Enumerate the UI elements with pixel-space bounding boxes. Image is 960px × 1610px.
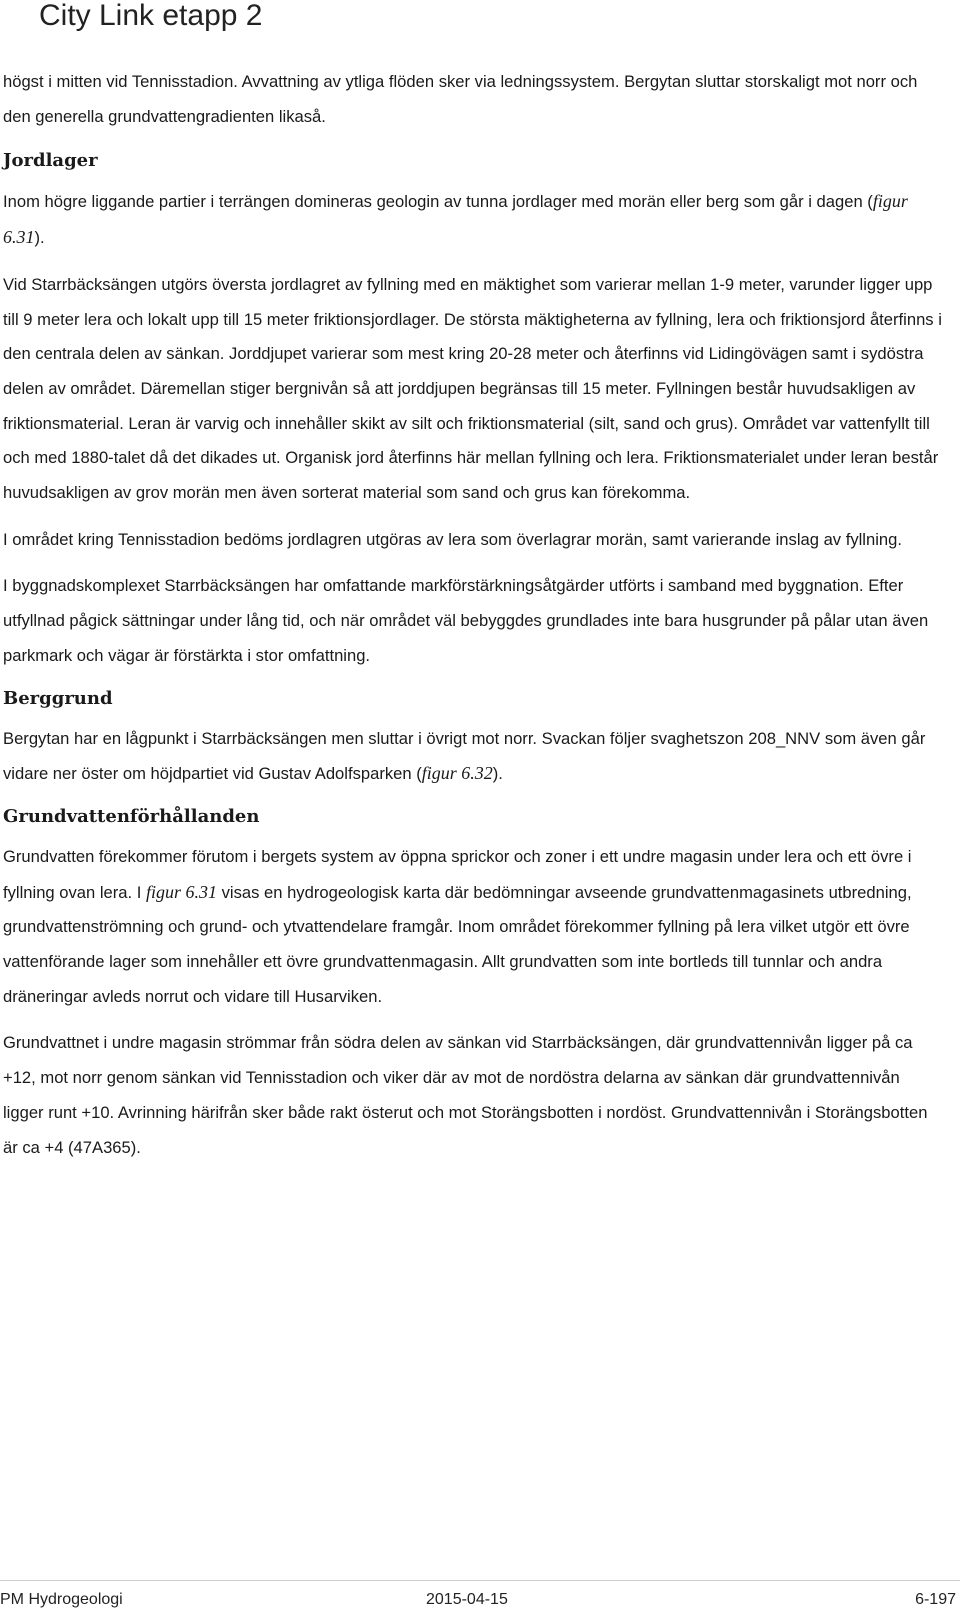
footer-page-number: 6-197 (915, 1591, 956, 1608)
berggrund-p1-end: ). (492, 764, 503, 784)
figure-reference: figur 6.31 (145, 881, 217, 902)
jordlager-paragraph-3: I området kring Tennisstadion bedöms jordlagren utgöras av lera som överlagrar morän, samt varierande inslag av fyllning. (3, 529, 902, 549)
footer-divider (0, 1580, 960, 1581)
heading-grundvatten: Grundvattenförhållanden (3, 805, 260, 827)
berggrund-paragraph (3, 722, 943, 792)
grundvatten-p1-text: Grundvatten förekommer förutom i bergets system av öppna sprickor och zoner i ett undre magasin under lera och ett övre i fyllning ovan lera. I (3, 846, 912, 902)
jordlager-p1-text: Inom högre liggande partier i terrängen domineras geologin av tunna jordlager med morän eller berg som går i dagen ( (3, 192, 873, 212)
heading-jordlager: Jordlager (3, 150, 98, 172)
jordlager-paragraph-2: Vid Starrbäcksängen utgörs översta jordlagret av fyllning med en mäktighet som varierar mellan 1-9 meter, varunder ligger upp till 9 meter lera och lokalt upp till 15 meter friktionsjordlager. De största mäktigheterna av fyllning, lera och friktionsjord återfinns i den centrala delen av sänkan. Jorddjupet varierar som mest kring 20-28 meter och återfinns vid Lidingövägen samt i sydöstra delen av området. Däremellan stiger bergnivån så att jorddjupen begränsas till 15 meter. Fyllningen består huvudsakligen av friktionsmaterial. Leran är varvig och innehåller skikt av silt och friktionsmaterial (silt, sand och grus). Området var vattenfyllt till och med 1880-talet då det dikades ut. Organisk jord återfinns här mellan fyllning och lera. Friktionsmaterialet under leran består huvudsakligen av grov morän men även sorterat material som sand och grus kan förekomma. (3, 274, 942, 503)
figure-reference: figur 6.32 (421, 763, 493, 784)
berggrund-p1-text: Bergytan har en lågpunkt i Starrbäcksängen men sluttar i övrigt mot norr. Svackan följer svaghetszon 208_NNV som även går vidare ner öster om höjdpartiet vid Gustav Adolfsparken ( (3, 728, 926, 784)
grundvatten-paragraph-2: Grundvattnet i undre magasin strömmar från södra delen av sänkan vid Starrbäcksängen, där grundvattennivån ligger på ca +12, mot norr genom sänkan vid Tennisstadion och viker där av mot de nordöstra delarna av sänkan där grundvattennivån ligger runt +10. Avrinning härifrån sker både rakt österut och mot Storängsbotten i nordöst. Grundvattennivån i Storängsbotten är ca +4 (47A365). (3, 1033, 928, 1157)
document-title: City Link etapp 2 (39, 0, 263, 32)
footer-date: 2015-04-15 (426, 1591, 508, 1608)
heading-berggrund: Berggrund (3, 687, 113, 709)
jordlager-paragraph-1 (3, 184, 943, 255)
figure-reference: figur 6.31 (3, 191, 908, 248)
intro-paragraph: högst i mitten vid Tennisstadion. Avvattning av ytliga flöden sker via ledningssystem. Bergytan sluttar storskaligt mot norr och den generella grundvattengradienten likaså. (3, 72, 918, 126)
jordlager-p1-end: ). (34, 228, 45, 248)
grundvatten-p1-end: visas en hydrogeologisk karta där bedömningar avseende grundvattenmagasinets utbredning, grundvattenströmning och grund- och ytvattendelare framgår. Inom området förekommer fyllning på lera vilket utgör ett övre vattenförande lager som innehåller ett övre grundvattenmagasin. Allt grundvatten som inte bortleds till tunnlar och andra dräneringar avleds norrut och vidare till Husarviken. (3, 882, 912, 1006)
grundvatten-paragraph-1 (3, 840, 943, 1015)
jordlager-paragraph-4: I byggnadskomplexet Starrbäcksängen har omfattande markförstärkningsåtgärder utförts i samband med byggnation. Efter utfyllnad pågick sättningar under lång tid, och när området väl bebyggdes grundlades inte bara husgrunder på pålar utan även parkmark och vägar är förstärkta i stor omfattning. (3, 576, 929, 665)
footer-document-name: PM Hydrogeologi (0, 1591, 123, 1608)
document-body (3, 65, 943, 1177)
